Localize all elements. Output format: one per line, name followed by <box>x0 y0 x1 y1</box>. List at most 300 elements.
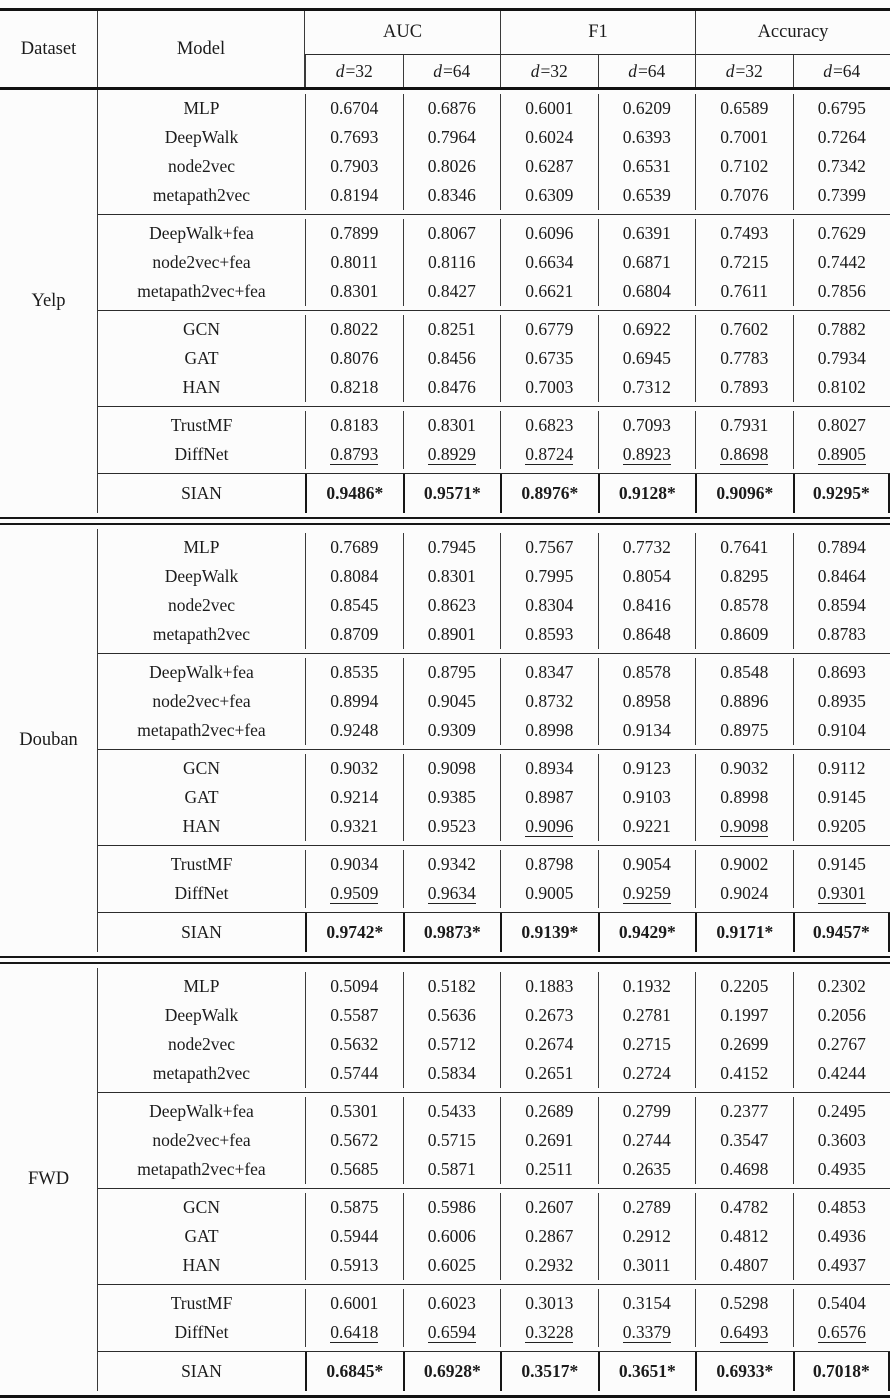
metric-value <box>793 591 890 620</box>
metric-value <box>500 123 598 152</box>
value: 0.6025 <box>427 1255 476 1275</box>
metric-value <box>403 1318 501 1347</box>
value: 0.7945 <box>427 537 476 557</box>
metric-value <box>793 1222 890 1251</box>
metric-value <box>695 123 793 152</box>
value: 0.8798 <box>525 854 574 874</box>
metric-value <box>305 879 403 908</box>
value: 0.8076 <box>330 348 379 368</box>
metric-value <box>695 783 793 812</box>
table-body <box>0 90 890 1391</box>
value: 0.8102 <box>817 377 866 397</box>
value: 0.5715 <box>427 1130 476 1150</box>
metric-value <box>793 754 890 783</box>
model-name: node2vec <box>167 156 236 176</box>
metric-value <box>305 620 403 649</box>
value: 0.8346 <box>427 185 476 205</box>
value: 0.5712 <box>427 1034 476 1054</box>
value: 0.9103 <box>622 787 671 807</box>
second-best-value: 0.6576 <box>817 1322 866 1342</box>
second-best-value: 0.9634 <box>427 883 476 903</box>
col-header-dataset: Dataset <box>0 11 98 87</box>
model-group <box>98 1092 890 1188</box>
metric-value <box>793 1126 890 1155</box>
table-row <box>98 879 890 908</box>
metric-value <box>305 1289 403 1318</box>
value: 0.2932 <box>525 1255 574 1275</box>
value: 0.4935 <box>817 1159 866 1179</box>
metric-value <box>793 620 890 649</box>
metric-value <box>598 1289 696 1318</box>
metric-value <box>695 152 793 181</box>
metric-value <box>403 94 501 123</box>
metric-value <box>403 373 501 402</box>
value: 0.8194 <box>330 185 379 205</box>
value: 0.7076 <box>720 185 769 205</box>
value: 0.6393 <box>622 127 671 147</box>
metric-value <box>695 1059 793 1088</box>
model-group <box>98 90 890 214</box>
best-model-group <box>98 473 890 513</box>
value: 0.6871 <box>622 252 671 272</box>
value: 0.8464 <box>817 566 866 586</box>
value: 0.3013 <box>525 1293 574 1313</box>
value: 0.6023 <box>427 1293 476 1313</box>
metric-value <box>695 812 793 841</box>
metric-value <box>598 1222 696 1251</box>
table-row <box>98 1001 890 1030</box>
value: 0.4812 <box>720 1226 769 1246</box>
table-row <box>98 181 890 210</box>
value: 0.1932 <box>622 976 671 996</box>
value: 0.7689 <box>330 537 379 557</box>
metric-value <box>305 1097 403 1126</box>
metric-value <box>305 972 403 1001</box>
value: 0.8301 <box>330 281 379 301</box>
model-name: DiffNet <box>174 883 229 903</box>
value: 0.9098 <box>427 758 476 778</box>
metric-value <box>305 219 403 248</box>
metric-value <box>403 1059 501 1088</box>
value: 0.8251 <box>427 319 476 339</box>
metric-value <box>500 94 598 123</box>
model-name: HAN <box>182 816 221 836</box>
metric-value <box>403 879 501 908</box>
metric-value <box>305 1001 403 1030</box>
metric-value <box>500 850 598 879</box>
value: 0.8994 <box>330 691 379 711</box>
value: 0.4782 <box>720 1197 769 1217</box>
best-value: 0.9096* <box>716 483 774 503</box>
value: 0.6634 <box>525 252 574 272</box>
second-best-value: 0.6493 <box>720 1322 769 1342</box>
metric-value <box>695 411 793 440</box>
metric-value <box>500 812 598 841</box>
metric-value <box>500 248 598 277</box>
col-header-model: Model <box>98 11 305 87</box>
metric-value <box>793 812 890 841</box>
table-row <box>98 152 890 181</box>
second-best-value: 0.8923 <box>622 444 671 464</box>
value: 0.8427 <box>427 281 476 301</box>
value: 0.6531 <box>622 156 671 176</box>
model-name: node2vec+fea <box>152 1130 251 1150</box>
metric-value <box>793 248 890 277</box>
metric-value <box>793 850 890 879</box>
table-row <box>98 812 890 841</box>
value: 0.4853 <box>817 1197 866 1217</box>
metric-value <box>793 1097 890 1126</box>
value: 0.8301 <box>427 566 476 586</box>
metric-value <box>500 474 598 513</box>
best-value: 0.6845* <box>326 1361 384 1381</box>
col-subheader-f1-d32: d =32 <box>500 55 598 87</box>
table-row <box>98 344 890 373</box>
value: 0.8693 <box>817 662 866 682</box>
value: 0.8795 <box>427 662 476 682</box>
value: 0.8998 <box>525 720 574 740</box>
metric-value <box>500 1001 598 1030</box>
metric-value <box>305 411 403 440</box>
value: 0.8783 <box>817 624 866 644</box>
metric-value <box>598 1001 696 1030</box>
model-groups <box>98 968 890 1391</box>
metric-value <box>695 687 793 716</box>
metric-value <box>500 1059 598 1088</box>
metric-value <box>695 315 793 344</box>
value: 0.5636 <box>427 1005 476 1025</box>
table-row <box>98 1030 890 1059</box>
metric-value <box>500 219 598 248</box>
value: 0.8304 <box>525 595 574 615</box>
model-name: GAT <box>184 1226 219 1246</box>
metric-value <box>305 277 403 306</box>
value: 0.2912 <box>622 1226 671 1246</box>
table-row <box>98 1059 890 1088</box>
table-row <box>98 248 890 277</box>
dataset-section-yelp <box>0 90 890 513</box>
value: 0.6589 <box>720 98 769 118</box>
second-best-value: 0.8929 <box>427 444 476 464</box>
model-name: MLP <box>183 98 220 118</box>
metric-value <box>500 181 598 210</box>
value: 0.6795 <box>817 98 866 118</box>
value: 0.7693 <box>330 127 379 147</box>
metric-value <box>305 94 403 123</box>
table-row <box>98 474 890 513</box>
value: 0.2651 <box>525 1063 574 1083</box>
value: 0.4936 <box>817 1226 866 1246</box>
metric-value <box>500 411 598 440</box>
metric-value <box>403 972 501 1001</box>
table-row <box>98 754 890 783</box>
value: 0.3603 <box>817 1130 866 1150</box>
second-best-value: 0.9098 <box>720 816 769 836</box>
value: 0.2674 <box>525 1034 574 1054</box>
metric-value <box>793 1352 890 1391</box>
metric-value <box>598 913 696 952</box>
table-row <box>98 687 890 716</box>
metric-value <box>695 754 793 783</box>
metric-value <box>695 94 793 123</box>
metric-value <box>403 315 501 344</box>
value: 0.9145 <box>817 854 866 874</box>
value: 0.8548 <box>720 662 769 682</box>
value: 0.8545 <box>330 595 379 615</box>
metric-value <box>598 1155 696 1184</box>
metric-value <box>598 474 696 513</box>
dataset-section-fwd <box>0 968 890 1391</box>
model-name: metapath2vec <box>152 185 251 205</box>
value: 0.6823 <box>525 415 574 435</box>
metric-value <box>500 1126 598 1155</box>
metric-value <box>403 1001 501 1030</box>
metric-value <box>305 1222 403 1251</box>
second-best-value: 0.9301 <box>817 883 866 903</box>
value: 0.8054 <box>622 566 671 586</box>
value: 0.7602 <box>720 319 769 339</box>
value: 0.2699 <box>720 1034 769 1054</box>
value: 0.7567 <box>525 537 574 557</box>
metric-value <box>793 783 890 812</box>
best-model-group <box>98 1351 890 1391</box>
metric-value <box>305 562 403 591</box>
best-value: 0.9873* <box>423 922 481 942</box>
metric-value <box>598 658 696 687</box>
value: 0.9032 <box>720 758 769 778</box>
metric-value <box>793 474 890 513</box>
value: 0.6096 <box>525 223 574 243</box>
metric-value <box>695 219 793 248</box>
value: 0.5632 <box>330 1034 379 1054</box>
dataset-section-douban <box>0 529 890 952</box>
metric-value <box>305 373 403 402</box>
value: 0.6779 <box>525 319 574 339</box>
value: 0.5875 <box>330 1197 379 1217</box>
metric-value <box>793 1030 890 1059</box>
metric-value <box>403 1097 501 1126</box>
value: 0.9134 <box>622 720 671 740</box>
value: 0.6621 <box>525 281 574 301</box>
value: 0.8535 <box>330 662 379 682</box>
metric-value <box>793 440 890 469</box>
value: 0.4807 <box>720 1255 769 1275</box>
value: 0.8935 <box>817 691 866 711</box>
metric-value <box>793 1251 890 1280</box>
metric-value <box>695 181 793 210</box>
metric-value <box>403 1289 501 1318</box>
second-best-value: 0.3228 <box>525 1322 574 1342</box>
metric-value <box>793 716 890 745</box>
metric-value <box>695 620 793 649</box>
metric-value <box>500 1030 598 1059</box>
model-name: GCN <box>183 319 220 339</box>
value: 0.8301 <box>427 415 476 435</box>
table-row <box>98 315 890 344</box>
metric-value <box>500 913 598 952</box>
value: 0.8709 <box>330 624 379 644</box>
value: 0.9032 <box>330 758 379 778</box>
value: 0.7882 <box>817 319 866 339</box>
metric-value <box>598 783 696 812</box>
value: 0.5433 <box>427 1101 476 1121</box>
value: 0.2056 <box>817 1005 866 1025</box>
value: 0.9221 <box>622 816 671 836</box>
value: 0.2511 <box>525 1159 573 1179</box>
value: 0.6006 <box>427 1226 476 1246</box>
metric-value <box>305 1126 403 1155</box>
value: 0.5834 <box>427 1063 476 1083</box>
metric-value <box>500 315 598 344</box>
metric-value <box>695 344 793 373</box>
metric-value <box>500 277 598 306</box>
metric-value <box>403 474 501 513</box>
value: 0.8896 <box>720 691 769 711</box>
value: 0.7442 <box>817 252 866 272</box>
value: 0.9205 <box>817 816 866 836</box>
metric-value <box>793 1001 890 1030</box>
metric-value <box>793 315 890 344</box>
second-best-value: 0.8698 <box>720 444 769 464</box>
metric-value <box>598 181 696 210</box>
metric-value <box>305 754 403 783</box>
metric-value <box>695 591 793 620</box>
metric-value <box>598 812 696 841</box>
value: 0.8958 <box>622 691 671 711</box>
value: 0.9005 <box>525 883 574 903</box>
metric-value <box>500 1251 598 1280</box>
metric-value <box>305 123 403 152</box>
metric-value <box>305 850 403 879</box>
value: 0.7899 <box>330 223 379 243</box>
value: 0.8593 <box>525 624 574 644</box>
value: 0.8901 <box>427 624 476 644</box>
metric-value <box>793 344 890 373</box>
metric-value <box>403 562 501 591</box>
value: 0.7931 <box>720 415 769 435</box>
metric-value <box>500 620 598 649</box>
value: 0.6001 <box>330 1293 379 1313</box>
metric-value <box>598 277 696 306</box>
metric-value <box>598 754 696 783</box>
metric-value <box>793 1059 890 1088</box>
model-name: DeepWalk <box>164 566 239 586</box>
second-best-value: 0.3379 <box>622 1322 671 1342</box>
metric-value <box>500 879 598 908</box>
value: 0.5404 <box>817 1293 866 1313</box>
model-group <box>98 1284 890 1351</box>
value: 0.9034 <box>330 854 379 874</box>
metric-value <box>793 687 890 716</box>
model-groups <box>98 529 890 952</box>
value: 0.8476 <box>427 377 476 397</box>
metric-value <box>500 1352 598 1391</box>
value: 0.2867 <box>525 1226 574 1246</box>
metric-value <box>403 277 501 306</box>
table-row <box>98 1193 890 1222</box>
metric-value <box>695 879 793 908</box>
metric-value <box>305 716 403 745</box>
metric-value <box>403 850 501 879</box>
metric-value <box>695 1193 793 1222</box>
metric-value <box>793 1193 890 1222</box>
metric-value <box>403 812 501 841</box>
model-name: node2vec <box>167 1034 236 1054</box>
best-value: 0.6928* <box>423 1361 481 1381</box>
metric-value <box>695 1222 793 1251</box>
value: 0.9024 <box>720 883 769 903</box>
value: 0.2673 <box>525 1005 574 1025</box>
metric-value <box>598 315 696 344</box>
metric-value <box>695 972 793 1001</box>
best-value: 0.9457* <box>812 922 870 942</box>
metric-value <box>695 1155 793 1184</box>
metric-value <box>500 783 598 812</box>
metric-value <box>403 620 501 649</box>
value: 0.5298 <box>720 1293 769 1313</box>
table-row <box>98 658 890 687</box>
metric-value <box>598 440 696 469</box>
metric-value <box>598 123 696 152</box>
metric-value <box>305 1059 403 1088</box>
table-row <box>98 1318 890 1347</box>
metric-value <box>695 533 793 562</box>
model-name: TrustMF <box>170 854 233 874</box>
metric-value <box>305 687 403 716</box>
table-row <box>98 1352 890 1391</box>
best-value: 0.9171* <box>716 922 774 942</box>
value: 0.9321 <box>330 816 379 836</box>
value: 0.7783 <box>720 348 769 368</box>
model-group <box>98 310 890 406</box>
value: 0.5871 <box>427 1159 476 1179</box>
model-name: metapath2vec+fea <box>137 281 266 301</box>
second-best-value: 0.8724 <box>525 444 574 464</box>
metric-value <box>695 1126 793 1155</box>
metric-value <box>305 474 403 513</box>
model-name: TrustMF <box>170 415 233 435</box>
value: 0.3547 <box>720 1130 769 1150</box>
value: 0.2744 <box>622 1130 671 1150</box>
second-best-value: 0.9509 <box>330 883 379 903</box>
value: 0.8011 <box>330 252 378 272</box>
model-name: DeepWalk+fea <box>149 1101 254 1121</box>
metric-value <box>598 152 696 181</box>
metric-value <box>403 181 501 210</box>
metric-value <box>403 1222 501 1251</box>
model-group <box>98 406 890 473</box>
value: 0.8218 <box>330 377 379 397</box>
model-name: metapath2vec <box>152 624 251 644</box>
table-row <box>98 219 890 248</box>
metric-value <box>695 1001 793 1030</box>
table-row <box>98 1251 890 1280</box>
metric-value <box>598 620 696 649</box>
metric-value <box>500 1222 598 1251</box>
model-name: node2vec+fea <box>152 252 251 272</box>
dataset-label: Douban <box>0 529 98 952</box>
metric-value <box>305 1352 403 1391</box>
value: 0.7003 <box>525 377 574 397</box>
model-group <box>98 968 890 1092</box>
value: 0.5986 <box>427 1197 476 1217</box>
value: 0.5301 <box>330 1101 379 1121</box>
model-group <box>98 653 890 749</box>
metric-value <box>403 913 501 952</box>
table-row <box>98 850 890 879</box>
value: 0.6876 <box>427 98 476 118</box>
metric-value <box>403 344 501 373</box>
